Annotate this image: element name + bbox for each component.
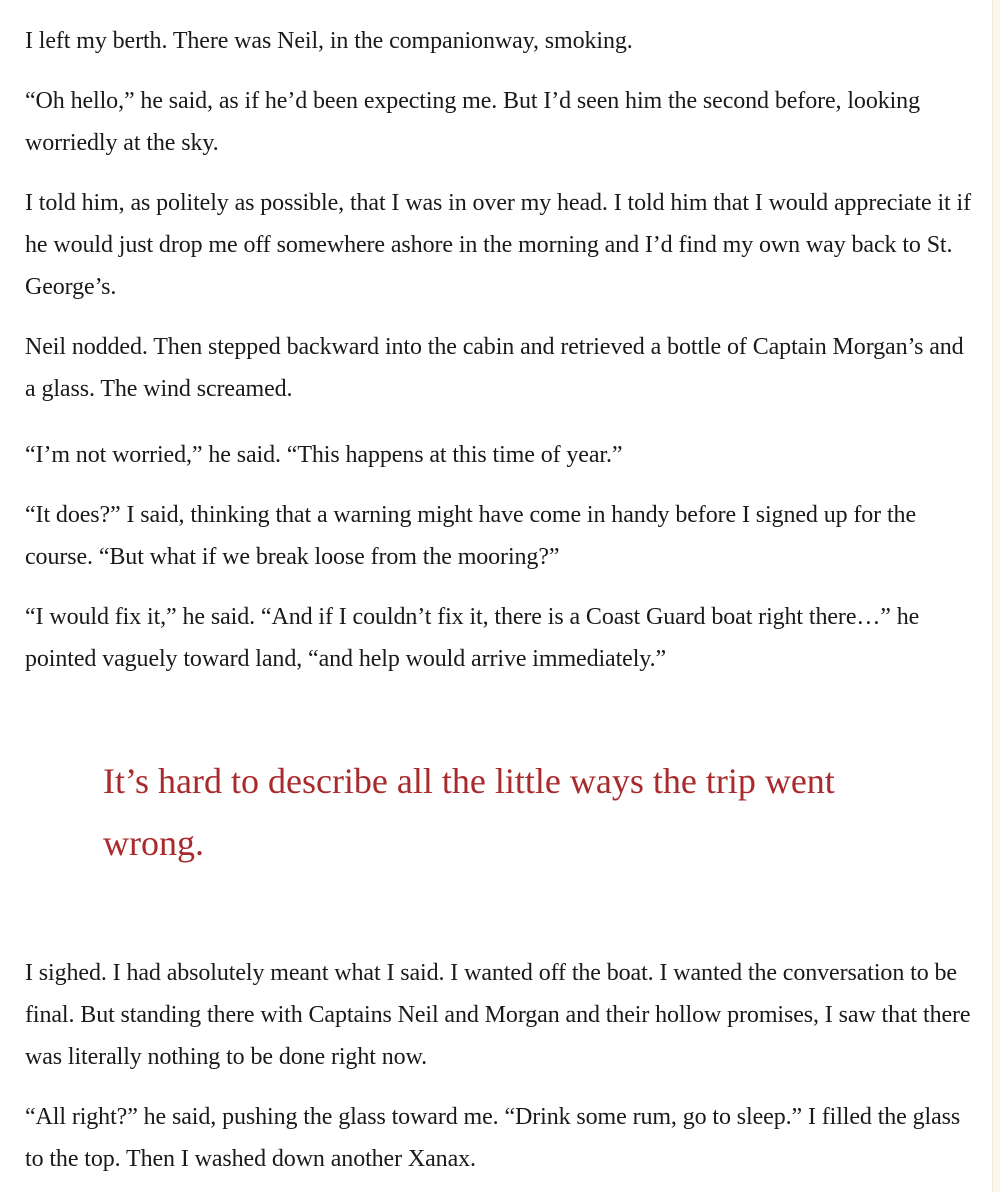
article-body [25, 20, 975, 680]
paragraph: “I’m not worried,” he said. “This happens at this time of year.” [25, 442, 623, 468]
paragraph: I told him, as politely as possible, that I was in over my head. I told him that I would appreciate it if he would just drop me off somewhere ashore in the morning and I’d find my own way back to St. George’s. [25, 190, 971, 300]
article-body-continued [25, 952, 975, 1180]
paragraph: I sighed. I had absolutely meant what I said. I wanted off the boat. I wanted the conversation to be final. But standing there with Captains Neil and Morgan and their hollow promises, I saw that there was literally nothing to be done right now. [25, 960, 971, 1070]
pull-quote: It’s hard to describe all the little ways the trip went wrong. [103, 761, 835, 863]
paragraph: “All right?” he said, pushing the glass toward me. “Drink some rum, go to sleep.” I filled the glass to the top. Then I washed down another Xanax. [25, 1104, 961, 1172]
paragraph: “I would fix it,” he said. “And if I couldn’t fix it, there is a Coast Guard boat right there…” he pointed vaguely toward land, “and help would arrive immediately.” [25, 604, 920, 672]
paragraph: “Oh hello,” he said, as if he’d been expecting me. But I’d seen him the second before, looking worriedly at the sky. [25, 88, 920, 156]
paragraph: “It does?” I said, thinking that a warning might have come in handy before I signed up for the course. “But what if we break loose from the mooring?” [25, 502, 916, 570]
page-edge [992, 0, 1000, 1192]
paragraph: I left my berth. There was Neil, in the companionway, smoking. [25, 28, 633, 54]
paragraph: Neil nodded. Then stepped backward into the cabin and retrieved a bottle of Captain Morgan’s and a glass. The wind screamed. [25, 334, 964, 402]
